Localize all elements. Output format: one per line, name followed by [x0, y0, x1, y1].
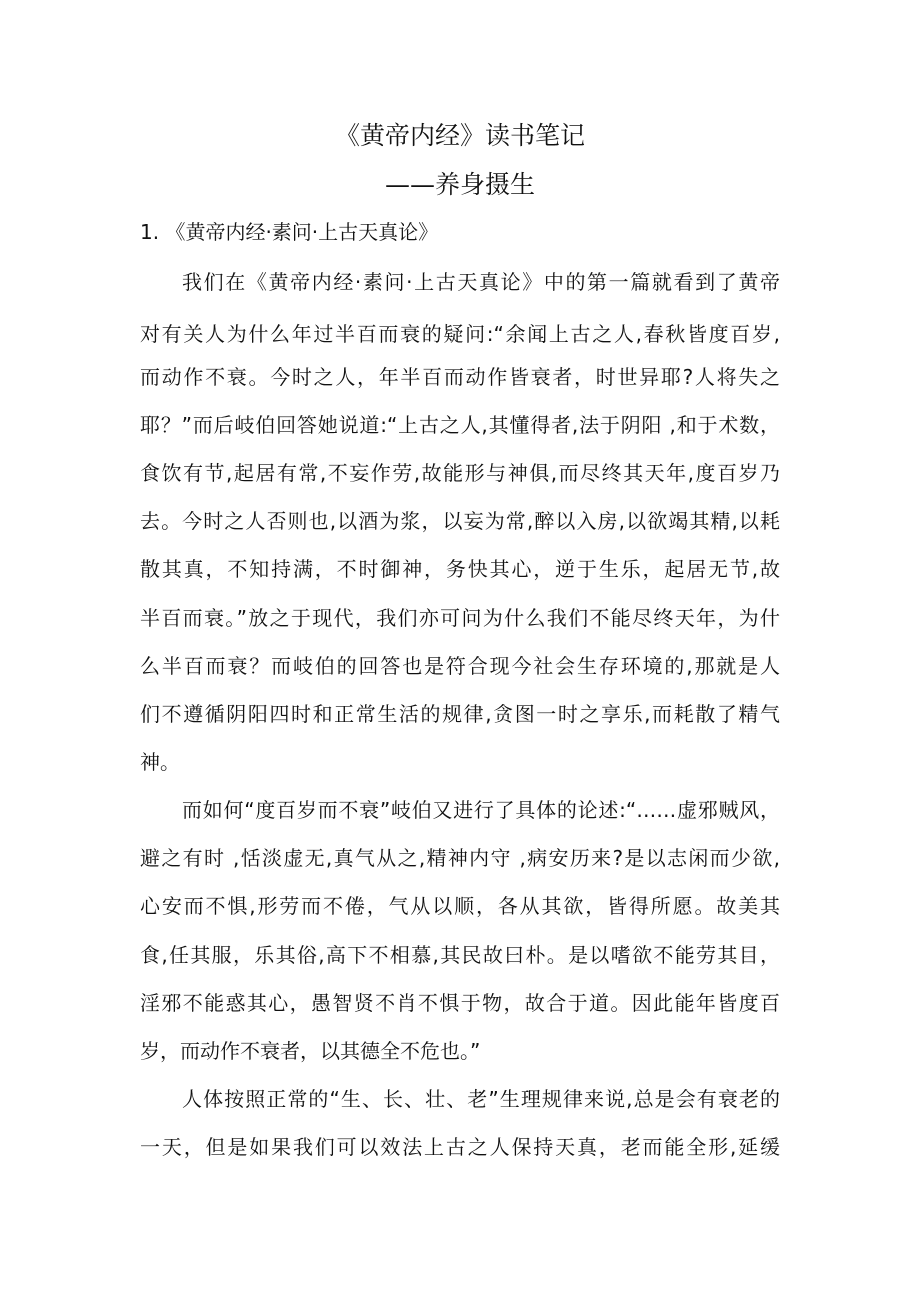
paragraph-line: 一天，但是如果我们可以效法上古之人保持天真，老而能全形,延缓	[140, 1135, 780, 1159]
document-subtitle: ——养身摄生	[384, 170, 535, 199]
paragraph-line: 散其真，不知持满，不时御神，务快其心，逆于生乐，起居无节,故	[140, 557, 780, 581]
paragraph-line: 半百而衰。”放之于现代，我们亦可问为什么我们不能尽终天年，为什	[140, 606, 780, 630]
paragraph-line: 岁，而动作不衰者，以其德全不危也。”	[140, 1039, 481, 1063]
paragraph-line: 淫邪不能惑其心，愚智贤不肖不惧于物，故合于道。因此能年皆度百	[140, 991, 780, 1015]
paragraph-line: 去。今时之人否则也,以酒为浆，以妄为常,醉以入房,以欲竭其精,以耗	[140, 509, 780, 533]
paragraph-line: 避之有时 ,恬淡虚无,真气从之,精神内守 ,病安历来?是以志闲而少欲,	[140, 846, 780, 870]
paragraph-line: 么半百而衰？而岐伯的回答也是符合现今社会生存环境的,那就是人	[140, 654, 780, 678]
paragraph-line: 食饮有节,起居有常,不妄作劳,故能形与神俱,而尽终其天年,度百岁乃	[140, 461, 780, 485]
paragraph-line: 心安而不惧,形劳而不倦，气从以顺，各从其欲，皆得所愿。故美其	[140, 894, 780, 918]
paragraph-line: 们不遵循阴阳四时和正常生活的规律,贪图一时之享乐,而耗散了精气	[140, 702, 780, 726]
paragraph-line: 对有关人为什么年过半百而衰的疑问:“余闻上古之人,春秋皆度百岁,	[140, 322, 780, 346]
paragraph-line: 而动作不衰。今时之人，年半百而动作皆衰者，时世异耶?人将失之	[140, 365, 780, 389]
paragraph-line: 神。	[140, 750, 180, 774]
paragraph-line: 食,任其服，乐其俗,高下不相慕,其民故曰朴。是以嗜欲不能劳其目，	[140, 943, 780, 967]
paragraph-line: 而如何“度百岁而不衰”岐伯又进行了具体的论述:“……虚邪贼风，	[182, 798, 780, 822]
paragraph-line: 我们在《黄帝内经·素问·上古天真论》中的第一篇就看到了黄帝	[182, 270, 780, 294]
paragraph-line: 人体按照正常的“生、长、壮、老”生理规律来说,总是会有衰老的	[182, 1087, 780, 1111]
paragraph-line: 耶？”而后岐伯回答她说道:“上古之人,其懂得者,法于阴阳 ,和于术数，	[140, 413, 780, 437]
section-heading: 1. 《黄帝内经·素问·上古天真论》	[140, 220, 439, 244]
document-title: 《黄帝内经》读书笔记	[334, 121, 585, 150]
